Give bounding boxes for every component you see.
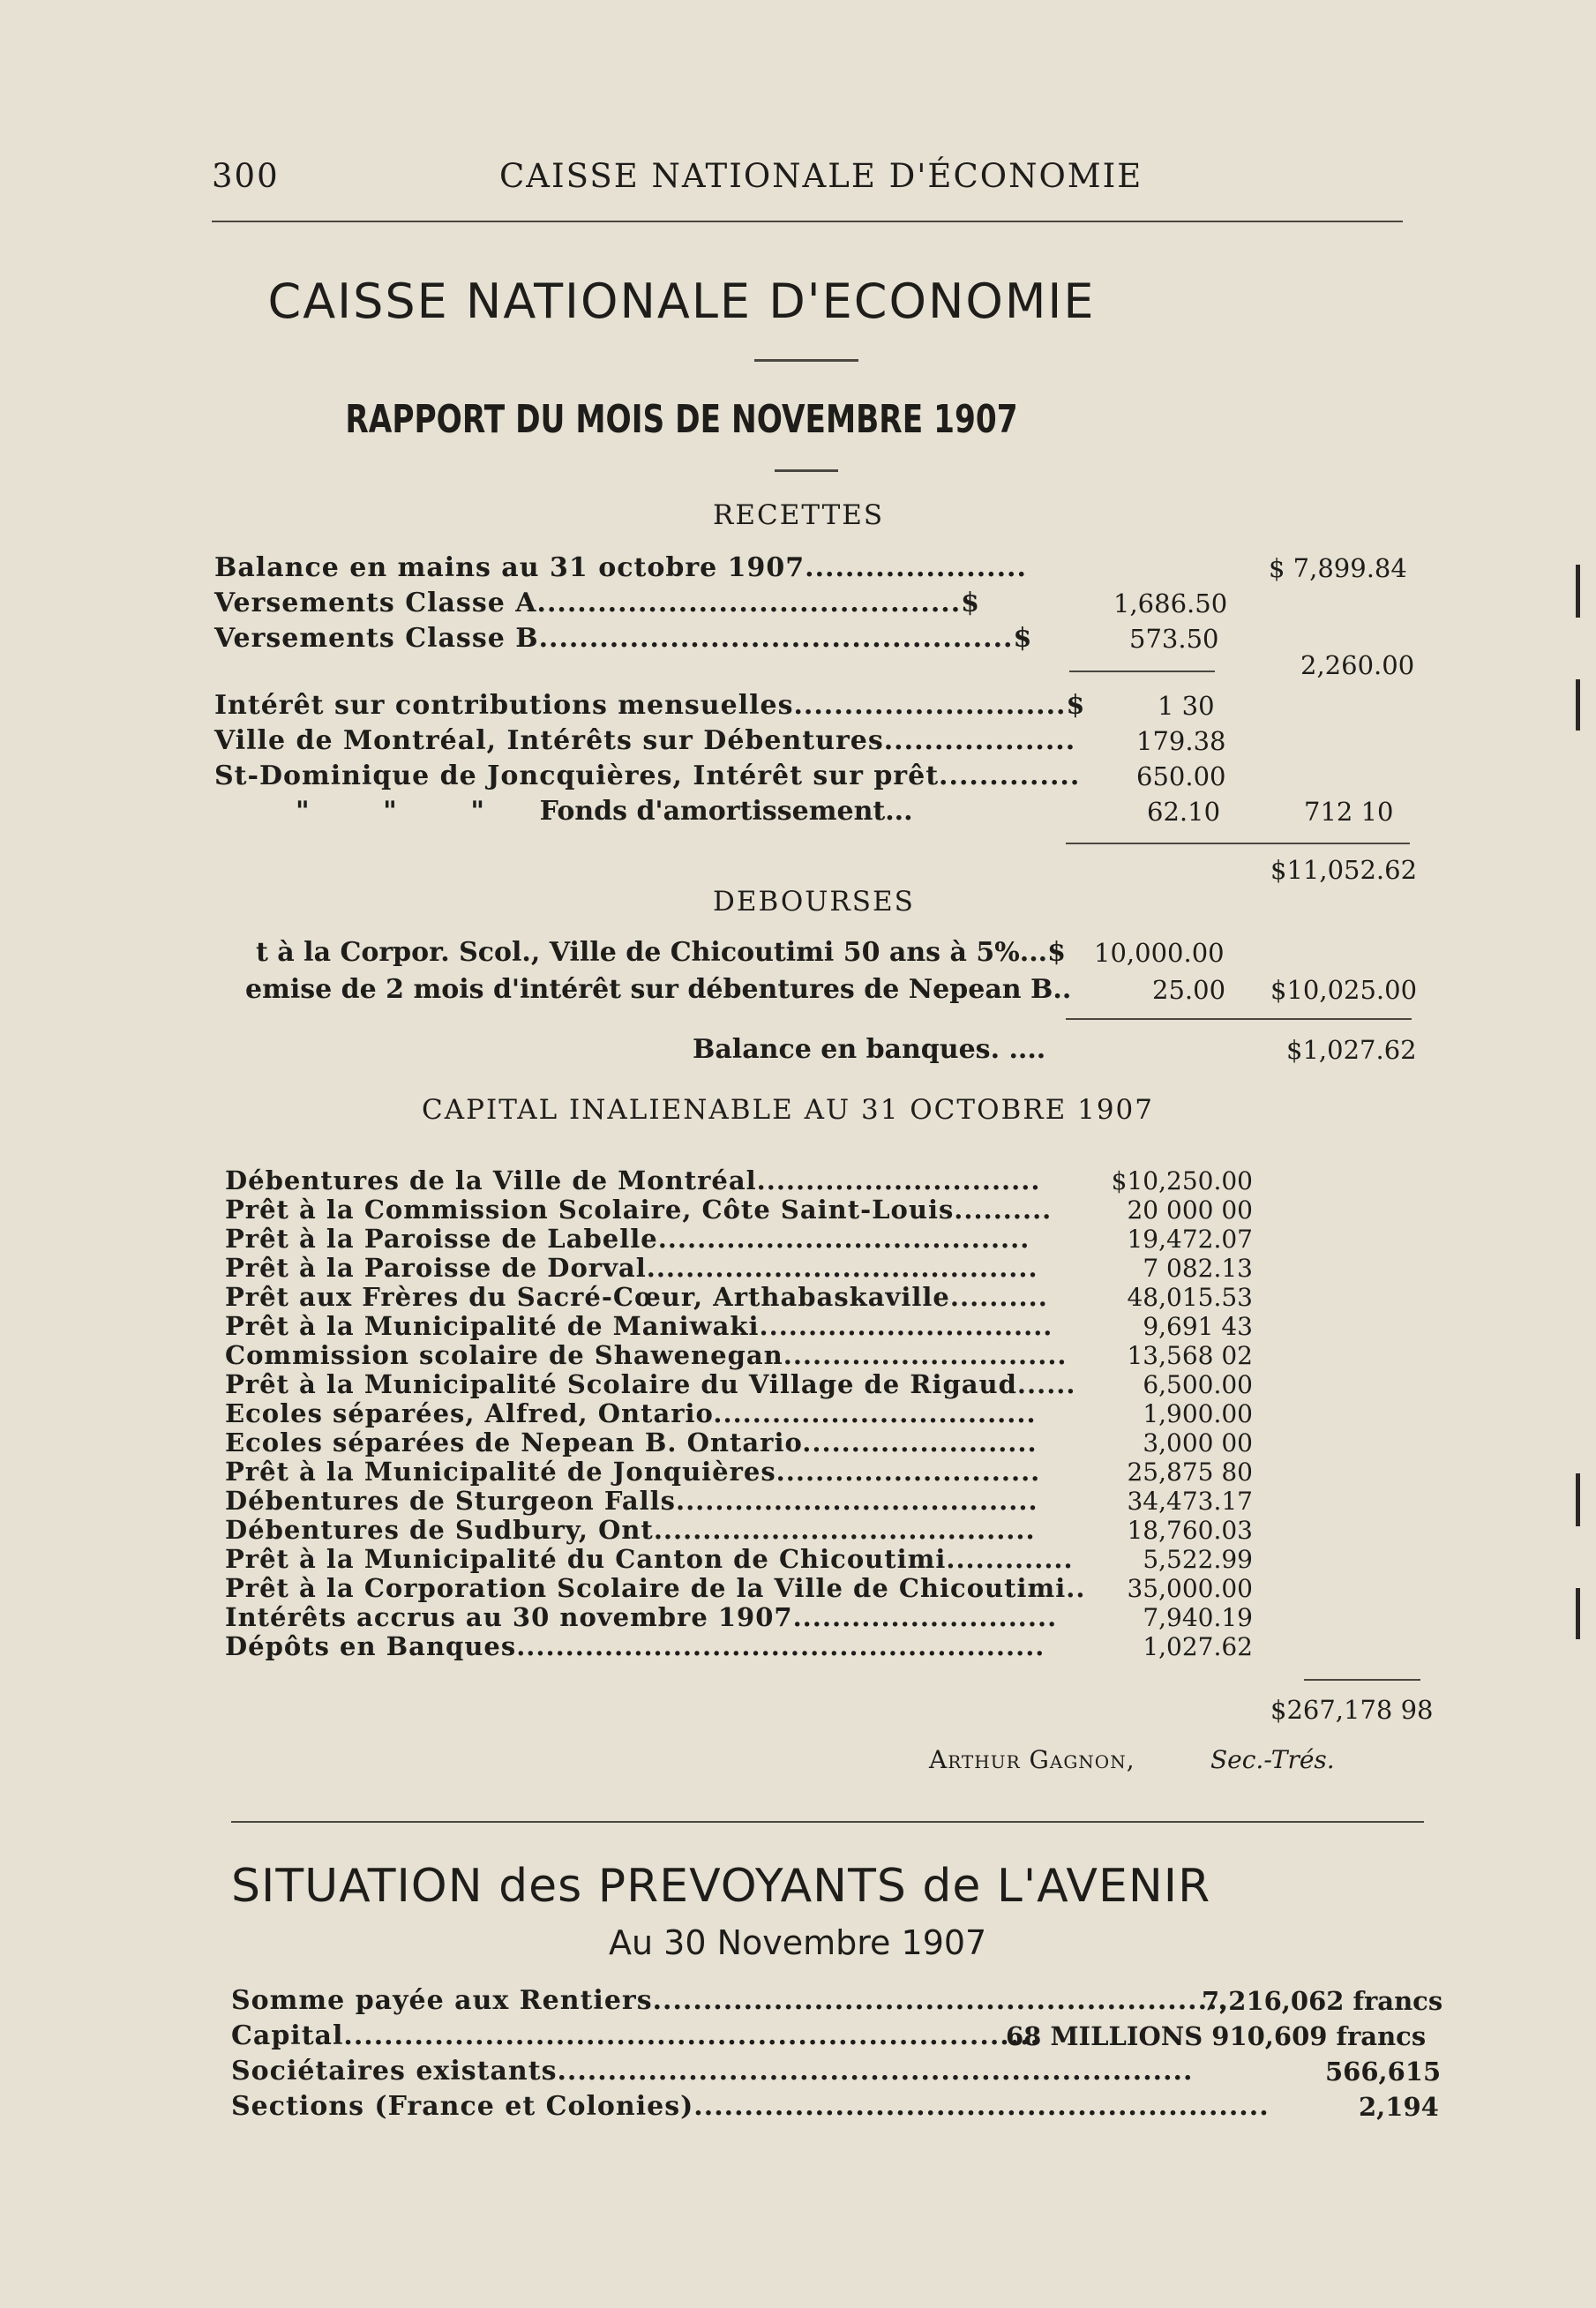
recettes-line-label: " " " Fonds d'amortissement... [296,796,913,827]
capital-line-label: Dépôts en Banques...................................................... [225,1631,1045,1661]
signature-name: Arthur Gagnon, [929,1745,1135,1774]
running-title: CAISSE NATIONALE D'ÉCONOMIE [499,157,1143,195]
capital-line-value: 1,027.62 [1143,1632,1253,1661]
recettes-line-col1: 62.10 [1147,797,1221,827]
capital-line-label: Ecoles séparées, Alfred, Ontario................................. [225,1398,1037,1428]
capital-line-value: 19,472.07 [1127,1225,1253,1254]
recettes-line-label: Versements Classe A..........................................$ [214,588,981,618]
debourses-heading: DEBOURSES [713,886,915,918]
capital-heading: CAPITAL INALIENABLE AU 31 OCTOBRE 1907 [422,1094,1154,1126]
capital-line-value: 13,568 02 [1127,1341,1253,1370]
situation-line-label: Somme payée aux Rentiers......................................................... [231,1985,1228,2016]
capital-line-value: 20 000 00 [1127,1195,1253,1225]
recettes-line-col1: 650.00 [1136,761,1226,791]
binding-mark [1576,1473,1580,1526]
capital-line-label: Débentures de Sudbury, Ont....................................... [225,1515,1036,1545]
situation-line-value: 68 MILLIONS 910,609 francs [1006,2021,1427,2051]
capital-total: $267,178 98 [1270,1695,1434,1725]
debourses-line-col1: 10,000.00 [1094,938,1225,968]
recettes-line-label: Versements Classe B...............................................$ [214,623,1033,654]
capital-line-value: 18,760.03 [1127,1516,1253,1545]
total-rule [1066,843,1410,844]
report-subtitle: RAPPORT DU MOIS DE NOVEMBRE 1907 [345,397,1018,442]
capital-line-value: 7,940.19 [1143,1603,1253,1632]
recettes-line-label: Balance en mains au 31 octobre 1907...................... [214,552,1027,583]
subtitle-divider [775,469,838,472]
title-divider [754,359,858,362]
capital-line-value: 5,522.99 [1143,1545,1253,1574]
capital-line-label: Prêt à la Municipalité de Jonquières........................... [225,1457,1041,1487]
capital-line-label: Intérêts accrus au 30 novembre 1907........................... [225,1602,1058,1632]
capital-line-value: 3,000 00 [1143,1428,1253,1457]
balance-rule [1066,1018,1412,1020]
capital-line-label: Prêt à la Paroisse de Labelle...................................... [225,1224,1030,1254]
balance-label: Balance en banques. .... [693,1034,1046,1065]
binding-mark [1576,565,1580,618]
capital-line-value: 48,015.53 [1127,1283,1253,1312]
signature-title: Sec.-Trés. [1210,1745,1335,1774]
capital-line-label: Prêt à la Municipalité Scolaire du Village de Rigaud...... [225,1369,1076,1399]
recettes-line-col2: $ 7,899.84 [1269,553,1407,583]
capital-line-label: Prêt aux Frères du Sacré-Cœur, Arthabaskaville.......... [225,1282,1048,1312]
recettes-line-col1: 179.38 [1136,726,1226,756]
capital-line-label: Commission scolaire de Shawenegan............................. [225,1340,1068,1370]
situation-line-label: Sections (France et Colonies)......................................................... [231,2091,1270,2122]
capital-line-label: Débentures de Sturgeon Falls..................................... [225,1486,1038,1516]
situation-line-value: 2,194 [1359,2092,1439,2122]
capital-line-value: $10,250.00 [1111,1166,1253,1195]
capital-line-label: Prêt à la Commission Scolaire, Côte Saint-Louis.......... [225,1195,1053,1225]
capital-line-label: Prêt à la Paroisse de Dorval........................................ [225,1253,1038,1283]
recettes-heading: RECETTES [713,499,885,531]
recettes-line-label: Intérêt sur contributions mensuelles...........................$ [214,690,1086,721]
capital-line-value: 6,500.00 [1143,1370,1253,1399]
capital-line-label: Prêt à la Corporation Scolaire de la Ville de Chicoutimi.. [225,1573,1086,1603]
capital-line-label: Prêt à la Municipalité de Maniwaki.............................. [225,1311,1053,1341]
situation-line-value: 7,216,062 francs [1202,1986,1443,2016]
debourses-line-col1: 25.00 [1152,975,1226,1005]
recettes-line-col1: 1,686.50 [1113,588,1228,618]
subtotal-rule [1069,671,1215,672]
section-rule [231,1821,1424,1823]
recettes-line-label: Ville de Montréal, Intérêts sur Débentures................... [214,725,1076,756]
capital-line-value: 34,473.17 [1127,1487,1253,1516]
recettes-line-label: St-Dominique de Joncquières, Intérêt sur prêt.............. [214,761,1081,791]
capital-line-label: Ecoles séparées de Nepean B. Ontario........................ [225,1428,1038,1457]
balance-value: $1,027.62 [1286,1035,1417,1065]
situation-date: Au 30 Novembre 1907 [609,1923,987,1962]
capital-total-rule [1304,1679,1420,1681]
debourses-line-col2: $10,025.00 [1270,975,1418,1005]
capital-line-value: 35,000.00 [1127,1574,1253,1603]
page-title: CAISSE NATIONALE D'ECONOMIE [267,274,1096,329]
capital-line-value: 7 082.13 [1143,1254,1253,1283]
situation-line-label: Sociétaires existants............................................................... [231,2056,1194,2087]
capital-line-value: 1,900.00 [1143,1399,1253,1428]
recettes-total: $11,052.62 [1270,855,1418,885]
recettes-line-col1: 1 30 [1158,691,1215,721]
situation-line-label: Capital..................................................................... [231,2020,1041,2051]
binding-mark [1576,1588,1580,1639]
recettes-line-col2: 712 10 [1304,797,1394,827]
debourses-line-label: t à la Corpor. Scol., Ville de Chicoutimi 50 ans à 5%...$ [256,937,1066,968]
capital-line-value: 9,691 43 [1143,1312,1253,1341]
situation-title: SITUATION des PREVOYANTS de L'AVENIR [231,1860,1211,1913]
capital-line-label: Débentures de la Ville de Montréal............................. [225,1165,1041,1195]
situation-line-value: 566,615 [1325,2057,1442,2087]
recettes-line-col1: 573.50 [1129,624,1219,654]
header-rule [212,221,1403,222]
recettes-subtotal: 2,260.00 [1300,650,1415,680]
capital-line-label: Prêt à la Municipalité du Canton de Chicoutimi............. [225,1544,1074,1574]
capital-line-value: 25,875 80 [1127,1457,1253,1487]
binding-mark [1576,679,1580,731]
debourses-line-label: emise de 2 mois d'intérêt sur débentures de Nepean B.. [245,974,1072,1005]
page-number: 300 [212,157,280,195]
